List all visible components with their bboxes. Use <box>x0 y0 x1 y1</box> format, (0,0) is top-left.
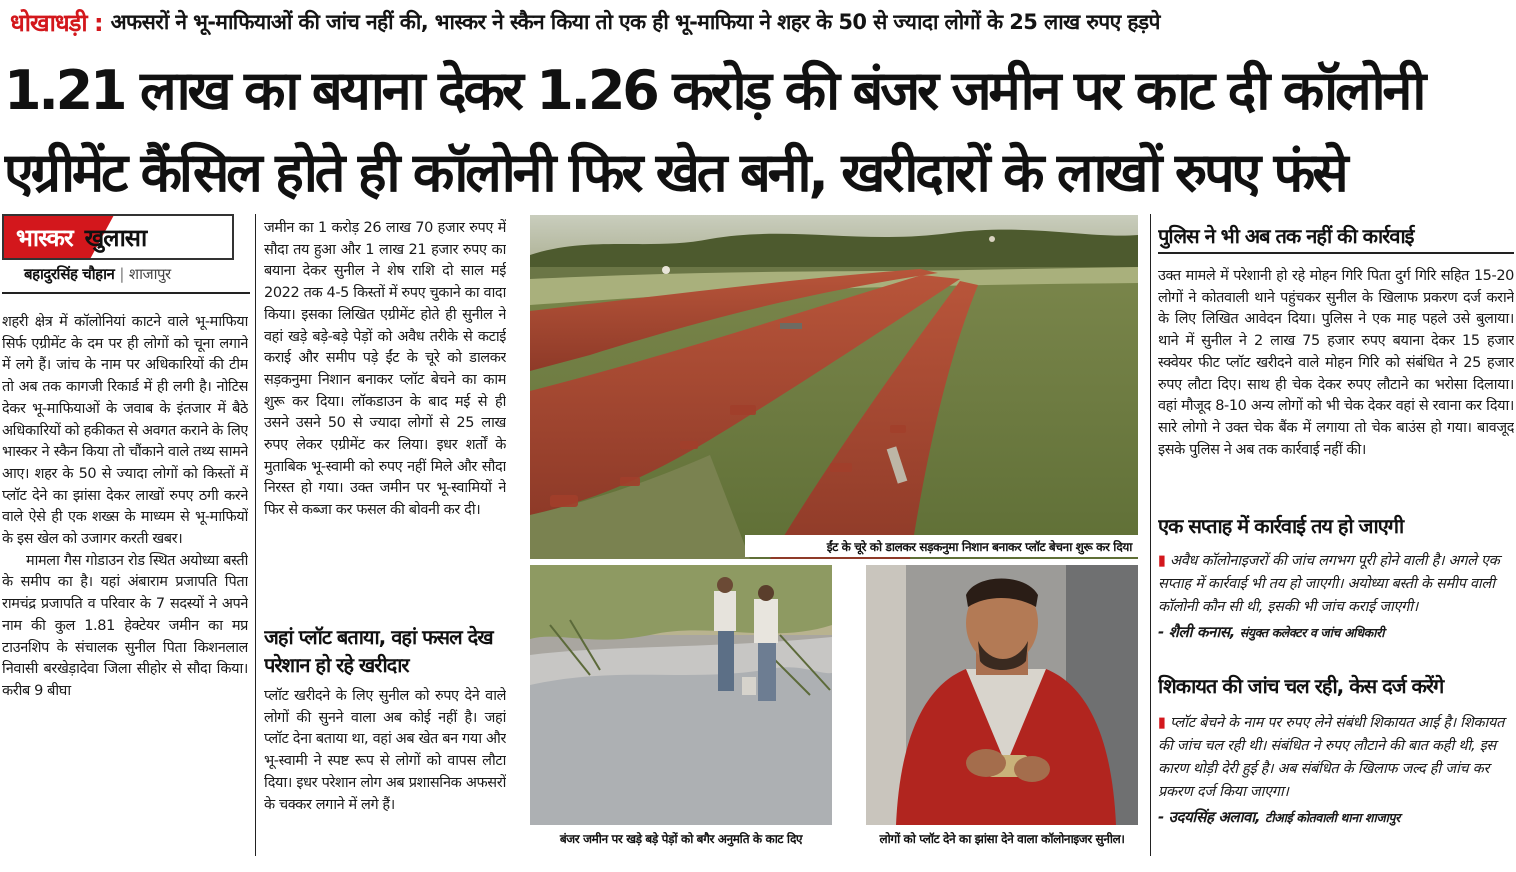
brand-part-1: भास्कर <box>16 223 73 252</box>
col2-paragraph-1: जमीन का 1 करोड़ 26 लाख 70 हजार रुपए में सौदा तय हुआ और 1 लाख 21 हजार रुपए का बयाना देकर सुनील ने शेष राशि दो साल मई 2022 तक 4-5 किस्तों में रुपए चुकाने का वादा किया। इसका लिखित एग्रीमेंट होते ही सुनील ने वहां खड़े बड़े-बड़े पेड़ों को अवैध तरीके से कटाई कराई और समीप पड़े ईंट के चूरे को डालकर सड़कनुमा निशान बनाकर प्लॉट बेचने का काम शुरू कर दिया। लॉकडाउन के बाद मई से ही उसने उसने 50 से ज्यादा लोगों से 25 लाख रुपए लेकर एग्रीमेंट कर लिया। इधर शर्तों के मुताबिक भू-स्वामी को रुपए नहीं मिले और सौदा निरस्त हो गया। उक्त जमीन पर भू-स्वामियों ने फिर से कब्जा कर फसल की बोवनी कर दी। <box>264 220 506 519</box>
photo-plots-field-image <box>530 215 1138 559</box>
photo-1-caption: ईंट के चूरे को डालकर सड़कनुमा निशान बनाकर प्लॉट बेचना शुरू कर दिया <box>745 535 1138 557</box>
right-subhead-action: एक सप्ताह में कार्रवाई तय हो जाएगी <box>1158 514 1404 538</box>
article-column-2 <box>264 218 506 616</box>
col2-subhead: जहां प्लॉट बताया, वहां फसल देख परेशान हो रहे खरीदार <box>264 625 493 677</box>
photo-trees-cut <box>530 565 832 851</box>
quote-collector <box>1158 550 1512 644</box>
right-column-rule <box>1150 214 1151 856</box>
column-rule-1 <box>255 214 256 856</box>
photo-colonizer-image <box>866 565 1138 825</box>
quote-collector-attribution: - शैली कनास, संयुक्त कलेक्टर व जांच अधिकारी <box>1158 623 1385 641</box>
quote-collector-text: अवैध कॉलोनाइजरों की जांच लगभग पूरी होने वाली है। अगले एक सप्ताह में कार्रवाई भी तय हो जाएगी। अयोध्या बस्ती के समीप वाली कॉलोनी कौन सी थी, इसकी भी जांच कराई जाएगी। <box>1158 553 1500 615</box>
photo-plots-field <box>530 215 1138 559</box>
byline-city: शाजापुर <box>128 265 171 283</box>
article-column-1 <box>2 312 248 857</box>
byline-rule <box>2 292 250 294</box>
photo-trees-cut-image <box>530 565 832 825</box>
byline-separator: | <box>119 265 124 283</box>
byline <box>24 264 171 284</box>
kicker-line <box>0 0 1516 44</box>
right-subhead-complaint: शिकायत की जांच चल रही, केस दर्ज करेंगे <box>1158 674 1444 698</box>
photo-colonizer <box>866 565 1138 851</box>
byline-author: बहादुरसिंह चौहान <box>24 265 115 283</box>
right-column-paragraph: उक्त मामले में परेशानी हो रहे मोहन गिरि पिता दुर्ग गिरि सहित 15-20 लोगों ने कोतवाली थाने पहुंचकर सुनील के खिलाफ प्रकरण दर्ज कराने के लिए लिखित आवेदन दिया। पुलिस ने एक माह पहले उसे बुलाया। थाने में सुनील ने 2 लाख 75 हजार रुपए बयाना देकर 15 हजार स्क्वेयर फीट प्लॉट खरीदने वाले मोहन गिरि को संबंधित ने 25 हजार रुपए लौटा दिए। साथ ही चेक देकर रुपए लौटाने का भरोसा दिलाया। वहां मौजूद 8-10 अन्य लोगों को भी चेक देकर वहां से रवाना कर दिया। सारे लोगो ने उक्त चेक बैंक में लगाया तो चेक बाउंस हो गया। बावजूद इसके पुलिस ने अब तक कार्रवाई नहीं की। <box>1158 268 1514 458</box>
headline-line-2: एग्रीमेंट कैंसिल होते ही कॉलोनी फिर खेत बनी, खरीदारों के लाखों रुपए फंसे <box>4 141 1346 204</box>
quote-ti <box>1158 712 1512 829</box>
photo-2-caption: बंजर जमीन पर खड़े बड़े पेड़ों को बगैर अनुमति के काट दिए <box>559 832 803 846</box>
headline-line-1: 1.21 लाख का बयाना देकर 1.26 करोड़ की बंजर जमीन पर काट दी कॉलोनी <box>4 59 1424 122</box>
col1-paragraph-1: शहरी क्षेत्र में कॉलोनियां काटने वाले भू-माफिया सिर्फ एग्रीमेंट के दम पर ही लोगों को चूना लगाने में लगे हैं। जांच के नाम पर अधिकारियों की टीम तो अब तक कागजी रिकार्ड में ही लगी है। नोटिस देकर भू-माफियाओं के जवाब के इंतजार में बैठे अधिकारियों को हकीकत से अवगत कराने के लिए भास्कर ने स्कैन किया तो चौंकाने वाले तथ्य सामने आए। शहर के 50 से ज्यादा लोगों को किस्तों में प्लॉट देने का झांसा देकर लाखों रुपए ठगी करने वाले ऐसे ही एक शख्स के माध्यम से भू-माफियों के इस खेल को उजागर करती खबर। <box>2 314 248 548</box>
brand-part-2: खुलासा <box>84 223 147 252</box>
kicker-label: धोखाधड़ी : <box>10 8 103 37</box>
col1-paragraph-2: मामला गैस गोडाउन रोड स्थित अयोध्या बस्ती के समीप का है। यहां अंबाराम प्रजापति पिता रामचंद्र प्रजापति व परिवार के 7 सदस्यों ने अपने नाम की कुल 1.81 हेक्टेयर जमीन का मप्र टाउनशिप के संचालक सुनील पिता किशनलाल निवासी बरखेड़ादेवा जिला सीहोर से सौदा किया। करीब 9 बीघा <box>2 552 248 699</box>
right-head-rule-1 <box>1158 252 1514 254</box>
quote-ti-attribution: - उदयसिंह अलावा, टीआई कोतवाली थाना शाजापुर <box>1158 808 1400 826</box>
col2-paragraph-2: प्लॉट खरीदने के लिए सुनील को रुपए देने वाले लोगों की सुनने वाला अब कोई नहीं है। जहां प्लॉट देना बताया था, वहां अब खेत बन गया और भू-स्वामी ने स्पष्ट रूप से लोगों को वापस लौटा दिया। इधर परेशान लोग अब प्रशासनिक अफसरों के चक्कर लगाने में लगे हैं। <box>264 688 506 813</box>
quote-marker-icon: ▮ <box>1158 715 1166 731</box>
right-subhead-police: पुलिस ने भी अब तक नहीं की कार्रवाई <box>1158 224 1414 248</box>
quote-ti-text: प्लॉट बेचने के नाम पर रुपए लेने संबंधी शिकायत आई है। शिकायत की जांच चल रही थी। संबंधित ने रुपए लौटाने की बात कही थी, इस कारण थोड़ी देरी हुई है। अब संबंधित के खिलाफ जल्द ही जांच कर प्रकरण दर्ज किया जाएगा। <box>1158 715 1505 800</box>
article-column-2-continued <box>264 686 506 856</box>
quote-marker-icon: ▮ <box>1158 553 1166 569</box>
photo-3-caption: लोगों को प्लॉट देने का झांसा देने वाला कॉलोनाइजर सुनील। <box>879 832 1125 846</box>
kicker-text: अफसरों ने भू-माफियाओं की जांच नहीं की, भास्कर ने स्कैन किया तो एक ही भू-माफिया ने शहर के 50 से ज्यादा लोगों के 25 लाख रुपए हड़पे <box>110 10 1160 34</box>
bhaskar-khulasa-logo <box>2 214 234 260</box>
